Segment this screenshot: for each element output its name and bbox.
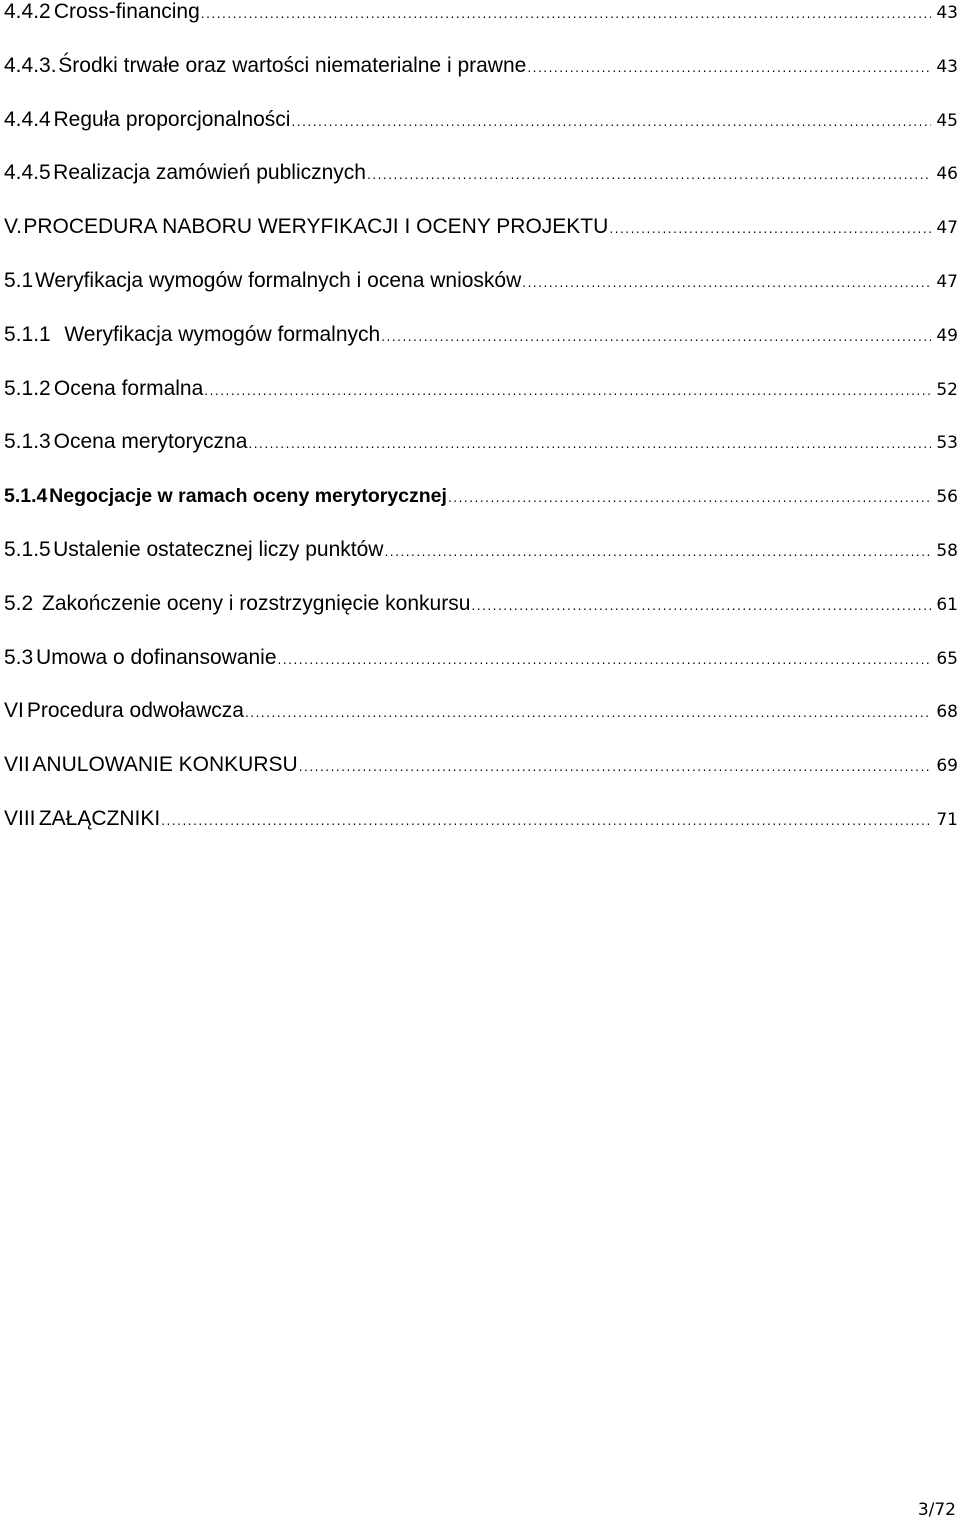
toc-entry-number: 4.4.4: [4, 107, 51, 131]
toc-entry[interactable]: [4, 807, 958, 861]
toc-entry-number: 5.1.5: [4, 537, 51, 561]
toc-entry[interactable]: [4, 538, 958, 592]
toc-entry-title: Cross-financing: [53, 0, 200, 23]
page-number: 3/72: [917, 1500, 956, 1520]
toc-entry-page: 56: [936, 487, 958, 508]
toc-entry-page: 46: [936, 164, 958, 185]
toc-dot-leader: [201, 2, 931, 26]
toc-entry-title: Weryfikacja wymogów formalnych i ocena wniosków: [34, 268, 522, 292]
toc-entry-title: Ocena formalna: [53, 376, 204, 400]
toc-entry-page: 69: [936, 756, 958, 777]
toc-entry-page: 43: [936, 56, 958, 77]
toc-entry-title: PROCEDURA NABORU WERYFIKACJI I OCENY PROJEKTU: [23, 215, 609, 239]
toc-entry-title: Ustalenie ostatecznej liczy punktów: [53, 537, 384, 561]
toc-dot-leader: [522, 271, 931, 295]
toc-dot-leader: [291, 110, 931, 134]
toc-entry-title: ZAŁĄCZNIKI: [38, 806, 161, 830]
toc-dot-leader: [527, 56, 931, 80]
toc-entry-title: Realizacja zamówień publicznych: [53, 161, 366, 185]
toc-entry[interactable]: [4, 323, 958, 377]
toc-entry-title: ANULOWANIE KONKURSU: [32, 753, 298, 777]
toc-entry-page: 45: [936, 110, 958, 131]
toc-dot-leader: [609, 217, 931, 241]
toc-entry[interactable]: [4, 215, 958, 269]
toc-entry[interactable]: [4, 484, 958, 538]
toc-entry-number: 5.3: [4, 645, 34, 669]
toc-entry[interactable]: [4, 0, 958, 54]
toc-entry-page: 53: [936, 433, 958, 454]
toc-entry-page: 71: [936, 809, 958, 830]
toc-dot-leader: [381, 325, 931, 349]
toc-dot-leader: [471, 594, 931, 618]
toc-entry-page: 58: [936, 540, 958, 561]
toc-entry-title: Ocena merytoryczna: [53, 430, 248, 454]
toc-dot-leader: [278, 648, 931, 672]
toc-entry[interactable]: [4, 108, 958, 162]
toc-entry[interactable]: [4, 430, 958, 484]
toc-entry-number: 4.4.3.: [4, 53, 57, 77]
toc-entry-page: 43: [936, 3, 958, 23]
toc-entry-number: VII: [4, 753, 30, 777]
toc-entry[interactable]: [4, 377, 958, 431]
toc-entry-title: Zakończenie oceny i rozstrzygnięcie konkursu: [42, 591, 471, 615]
toc-entry-title: Weryfikacja wymogów formalnych: [64, 322, 381, 346]
toc-dot-leader: [248, 432, 931, 456]
toc-entry-number: 5.1: [4, 268, 34, 292]
toc-dot-leader: [367, 163, 931, 187]
toc-entry[interactable]: [4, 592, 958, 646]
toc-entry-title: Reguła proporcjonalności: [53, 107, 291, 131]
toc-dot-leader: [299, 755, 931, 779]
toc-entry-number: 5.1.2: [4, 376, 51, 400]
toc-entry-number: V.: [4, 215, 22, 239]
toc-entry-number: 4.4.2: [4, 0, 51, 23]
toc-dot-leader: [204, 379, 931, 403]
toc-entry-page: 47: [936, 271, 958, 292]
toc-dot-leader: [448, 486, 931, 510]
toc-entry[interactable]: [4, 269, 958, 323]
toc-entry-title: Procedura odwoławcza: [26, 699, 244, 723]
toc-entry-number: 5.1.4: [4, 485, 48, 508]
toc-entry-title: Środki trwałe oraz wartości niematerialne i prawne: [58, 53, 527, 77]
toc-entry-page: 52: [936, 379, 958, 400]
toc-entry-number: VI: [4, 699, 24, 723]
toc-entry[interactable]: [4, 753, 958, 807]
toc-entry-number: 4.4.5: [4, 161, 51, 185]
toc-entry-page: 47: [936, 218, 958, 239]
toc-entry-number: 5.2: [4, 591, 34, 615]
toc-entry[interactable]: [4, 54, 958, 108]
toc-entry-number: 5.1.1: [4, 322, 51, 346]
toc-entry[interactable]: [4, 699, 958, 753]
toc-entry-number: VIII: [4, 806, 36, 830]
toc-dot-leader: [384, 540, 931, 564]
toc-entry[interactable]: [4, 161, 958, 215]
table-of-contents: [4, 0, 958, 861]
toc-entry-number: 5.1.3: [4, 430, 51, 454]
toc-entry[interactable]: [4, 646, 958, 700]
toc-dot-leader: [161, 809, 931, 833]
toc-entry-title: Negocjacje w ramach oceny merytorycznej: [49, 485, 447, 508]
toc-dot-leader: [245, 701, 931, 725]
toc-entry-page: 49: [936, 325, 958, 346]
toc-entry-page: 61: [936, 594, 958, 615]
toc-entry-page: 65: [936, 648, 958, 669]
toc-entry-page: 68: [936, 702, 958, 723]
toc-entry-title: Umowa o dofinansowanie: [36, 645, 277, 669]
